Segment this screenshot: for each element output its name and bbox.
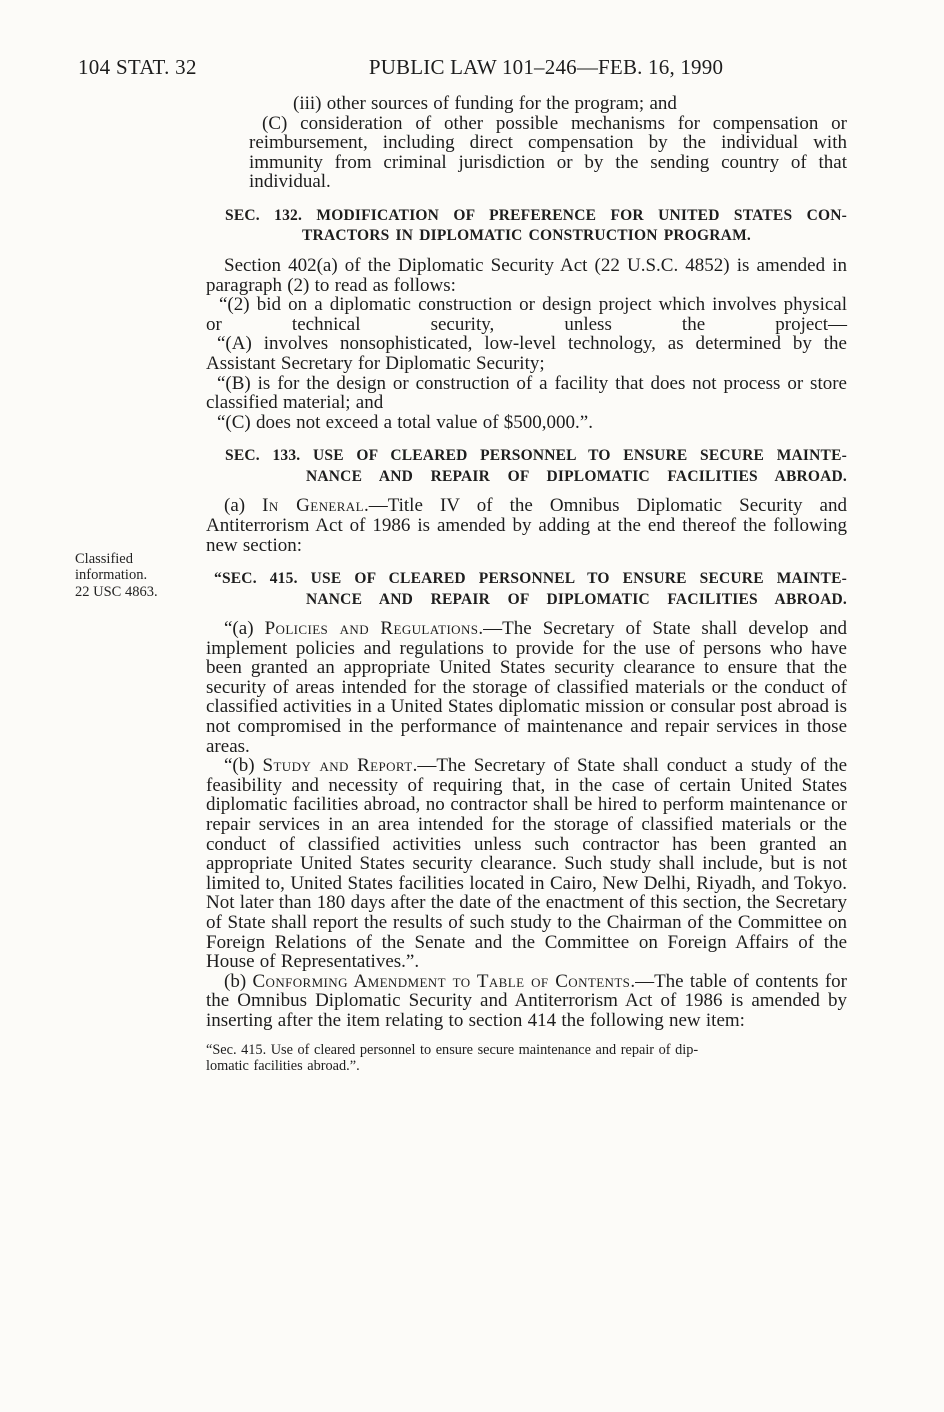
subsection-a-label: (a) — [224, 495, 263, 517]
sec-133-heading-line2: NANCE AND REPAIR OF DIPLOMATIC FACILITIES ABROAD. — [306, 467, 847, 485]
sec-415-a-text: .—The Secretary of State shall develop and implement policies and regulations to provide for the use of persons who have been granted an appropriate United States security clearance to ensure that the security of areas intended for the storage of classified materials or the conduct of classified activities in a United States diplomatic mission or consular post abroad is not compromised in the performance of maintenance and repair services in those areas. — [206, 618, 847, 757]
clause-iii: (iii) other sources of funding for the program; and — [293, 93, 677, 114]
subsection-a-in-general — [206, 496, 847, 555]
sec-132-heading — [206, 206, 847, 247]
sec-132-intro-paragraph: Section 402(a) of the Diplomatic Security Act (22 U.S.C. 4852) is amended in paragraph (2) to read as follows: — [206, 254, 847, 296]
paragraph-2: “(2) bid on a diplomatic construction or design project which involves physical or technical security, unless the project— — [206, 294, 847, 335]
margin-note — [75, 551, 201, 600]
body-column — [75, 93, 848, 1075]
sec-415-a-label: “(a) — [224, 618, 265, 640]
sec-415-heading — [206, 569, 847, 610]
page-header — [0, 55, 944, 85]
public-law-header: PUBLIC LAW 101–246—FEB. 16, 1990 — [368, 55, 724, 79]
subsection-b-label: (b) — [224, 970, 253, 992]
sec-415-heading-line2: NANCE AND REPAIR OF DIPLOMATIC FACILITIES ABROAD. — [306, 590, 847, 608]
stat-page-number: 104 STAT. 32 — [78, 55, 197, 79]
sec-133-heading — [206, 446, 847, 487]
margin-note-line1: Classified — [75, 551, 133, 568]
sec-132-heading-line2: TRACTORS IN DIPLOMATIC CONSTRUCTION PROGRAM. — [302, 227, 751, 245]
sec-415-heading-line1: “SEC. 415. USE OF CLEARED PERSONNEL TO ENSURE SECURE MAINTE- — [214, 570, 847, 588]
sec-415-a-smallcaps: Policies and Regulations — [264, 618, 479, 640]
sec-415-b-text: .—The Secretary of State shall conduct a study of the feasibility and necessity of requiring that, in the case of certain United States diplomatic facilities abroad, no contractor shall be hired to perform maintenance or repair services in an area intended for the storage of classified materials or the conduct of classified activities unless such contractor has been granted an appropriate United States security clearance. Such study shall include, but is not limited to, United States facilities located in Cairo, New Delhi, Riyadh, and Tokyo. Not later than 180 days after the date of the enactment of this section, the Secretary of State shall report the results of such study to the Chairman of the Committee on Foreign Relations of the Senate and the Committee on Foreign Affairs of the House of Representatives.”. — [206, 755, 848, 973]
subparagraph-2b: “(B) is for the design or construction of a facility that does not process or store classified material; and — [206, 372, 847, 414]
section-132 — [206, 206, 847, 432]
sec-415-subsection-b — [206, 756, 847, 972]
margin-note-line2: information. — [75, 567, 148, 584]
toc-item-line2: lomatic facilities abroad.”. — [206, 1058, 360, 1075]
table-of-contents-item — [206, 1042, 847, 1075]
subsection-a-text: .—Title IV of the Omnibus Diplomatic Security and Antiterrorism Act of 1986 is amended by adding at the end thereof the following new section: — [206, 495, 847, 556]
subsection-b-conforming-amendment — [206, 972, 847, 1031]
subparagraph-2c: “(C) does not exceed a total value of $500,000.”. — [217, 411, 593, 433]
sec-415-b-smallcaps: Study and Report — [262, 755, 413, 777]
sec-415-subsection-a — [206, 619, 847, 756]
sec-415-heading-wrap — [75, 551, 847, 610]
clause-c-paragraph: (C) consideration of other possible mechanisms for compensation or reimbursement, including direct compensation by the individual with immunity from criminal jurisdiction or by the sending country of that individual. — [249, 112, 847, 193]
subparagraph-2a: “(A) involves nonsophisticated, low-level technology, as determined by the Assistant Secretary for Diplomatic Security; — [206, 333, 847, 374]
sec-415-b-label: “(b) — [224, 755, 263, 777]
sec-133-heading-line1: SEC. 133. USE OF CLEARED PERSONNEL TO ENSURE SECURE MAINTE- — [225, 447, 847, 465]
continuation-block — [249, 94, 847, 192]
subsection-b-smallcaps: Conforming Amendment to Table of Contents — [252, 970, 631, 992]
margin-note-line3: 22 USC 4863. — [75, 583, 158, 600]
sec-132-heading-line1: SEC. 132. MODIFICATION OF PREFERENCE FOR UNITED STATES CON- — [225, 206, 847, 224]
subsection-b-text: .—The table of contents for the Omnibus Diplomatic Security and Antiterrorism Act of 1986 is amended by inserting after the item relating to section 414 the following new item: — [206, 970, 847, 1031]
subsection-a-smallcaps: In General — [262, 495, 364, 517]
section-133 — [75, 446, 848, 1075]
toc-item-line1: “Sec. 415. Use of cleared personnel to ensure secure maintenance and repair of dip- — [206, 1041, 699, 1058]
